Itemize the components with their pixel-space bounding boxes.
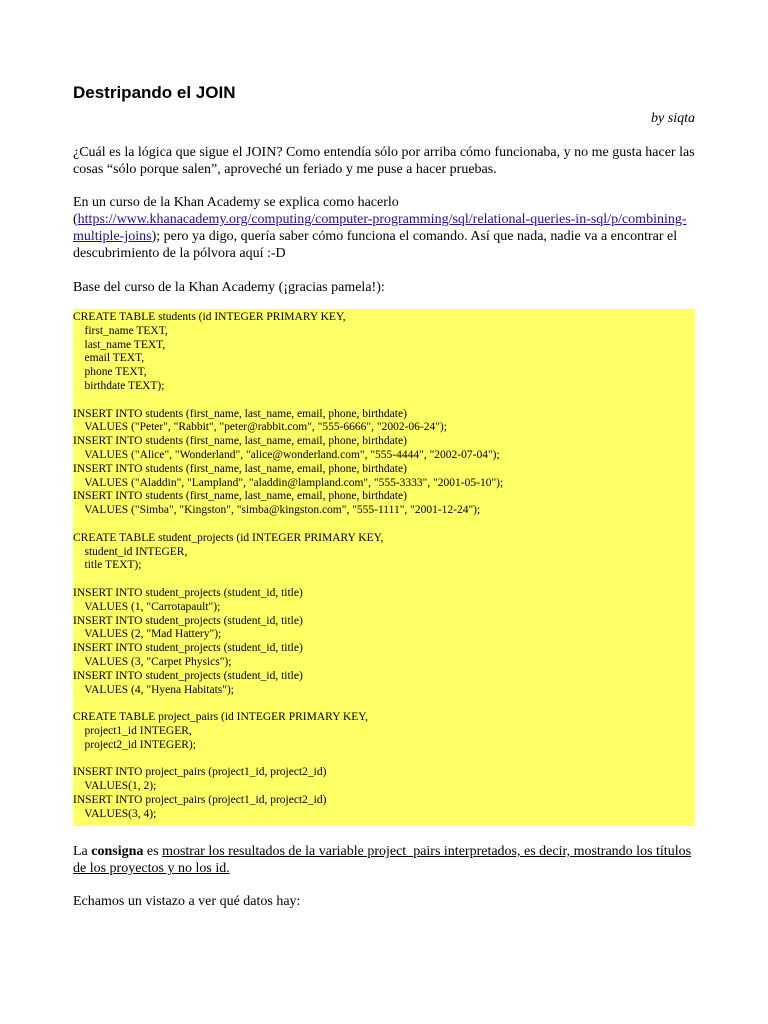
khan-academy-paragraph	[73, 194, 695, 262]
sql-code-block: CREATE TABLE students (id INTEGER PRIMARY KEY, first_name TEXT, last_name TEXT, email TEXT, phone TEXT, birthdate TEXT); INSERT INTO students (first_name, last_name, email, phone, birthdate) VALUES ("Peter", "Rabbit", "peter@rabbit.com", "555-6666", "2002-06-24"); INSERT INTO students (first_name, last_name, email, phone, birthdate) VALUES ("Alice", "Wonderland", "alice@wonderland.com", "555-4444", "2002-07-04"); INSERT INTO students (first_name, last_name, email, phone, birthdate) VALUES ("Aladdin", "Lampland", "aladdin@lampland.com", "555-3333", "2001-05-10"); INSERT INTO students (first_name, last_name, email, phone, birthdate) VALUES ("Simba", "Kingston", "simba@kingston.com", "555-1111", "2001-12-24"); CREATE TABLE student_projects (id INTEGER PRIMARY KEY, student_id INTEGER, title TEXT); INSERT INTO student_projects (student_id, title) VALUES (1, "Carrotapault"); INSERT INTO student_projects (student_id, title) VALUES (2, "Mad Hattery"); INSERT INTO student_projects (student_id, title) VALUES (3, "Carpet Physics"); INSERT INTO student_projects (student_id, title) VALUES (4, "Hyena Habitats"); CREATE TABLE project_pairs (id INTEGER PRIMARY KEY, project1_id INTEGER, project2_id INTEGER); INSERT INTO project_pairs (project1_id, project2_id) VALUES(1, 2); INSERT INTO project_pairs (project1_id, project2_id) VALUES(3, 4);	[73, 309, 695, 826]
paragraph-text: es	[143, 844, 163, 859]
bold-keyword: consigna	[91, 844, 144, 859]
underlined-text: mostrar los resultados de la variable project_pairs interpretados, es decir, mostrando los títulos de los proyectos y no los id.	[73, 844, 692, 876]
intro-paragraph: ¿Cuál es la lógica que sigue el JOIN? Como entendía sólo por arriba cómo funcionaba, y no me gusta hacer las cosas “sólo porque salen”, aproveché un feriado y me puse a hacer pruebas.	[73, 145, 695, 177]
paragraph-text: En un curso de la Khan Academy se explica como hacerlo (	[73, 195, 399, 227]
document-title: Destripando el JOIN	[73, 83, 236, 102]
paragraph-text: ); pero ya digo, quería saber cómo funciona el comando. Así que nada, nadie va a encontrar el descubrimiento de la pólvora aquí :-D	[73, 229, 678, 261]
khan-academy-link[interactable]: https://www.khanacademy.org/computing/computer-programming/sql/relational-queries-in-sql/p/combining-multiple-joins	[73, 212, 687, 244]
consigna-paragraph	[73, 843, 695, 877]
closing-paragraph: Echamos un vistazo a ver qué datos hay:	[73, 894, 301, 909]
base-course-paragraph: Base del curso de la Khan Academy (¡gracias pamela!):	[73, 280, 385, 295]
paragraph-text: La	[73, 844, 92, 859]
author-byline: by siqta	[651, 111, 695, 126]
